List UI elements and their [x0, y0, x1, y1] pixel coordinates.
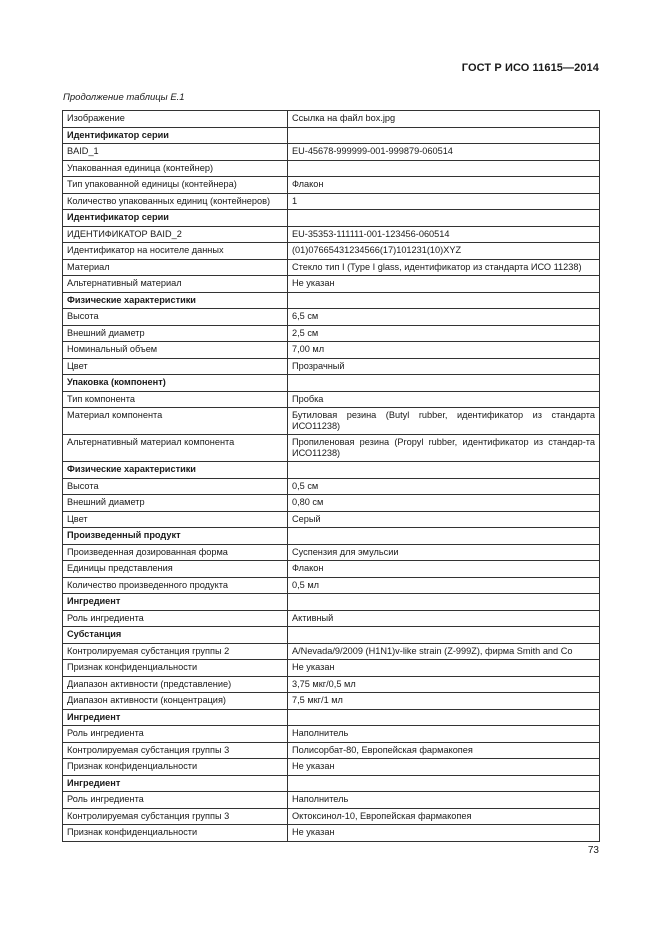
section-title: Физические характеристики	[63, 292, 288, 309]
row-value: Наполнитель	[288, 792, 600, 809]
row-label: Роль ингредиента	[63, 792, 288, 809]
row-label: Диапазон активности (концентрация)	[63, 693, 288, 710]
row-label: Контролируемая субстанция группы 3	[63, 808, 288, 825]
row-label: Внешний диаметр	[63, 495, 288, 512]
row-value: Октоксинол-10, Европейская фармакопея	[288, 808, 600, 825]
row-value: 0,5 см	[288, 478, 600, 495]
row-label: Диапазон активности (представление)	[63, 676, 288, 693]
section-row	[63, 127, 600, 144]
row-value	[288, 375, 600, 392]
section-title: Идентификатор серии	[63, 127, 288, 144]
table-row	[63, 193, 600, 210]
row-value: EU-35353-111111-001-123456-060514	[288, 226, 600, 243]
table-row	[63, 643, 600, 660]
row-value: Не указан	[288, 759, 600, 776]
row-value: Активный	[288, 610, 600, 627]
row-label: Произведенная дозированная форма	[63, 544, 288, 561]
row-label: Признак конфиденциальности	[63, 759, 288, 776]
table-row	[63, 391, 600, 408]
table-row	[63, 577, 600, 594]
table-row	[63, 693, 600, 710]
section-title: Физические характеристики	[63, 462, 288, 479]
table-row	[63, 742, 600, 759]
table-row	[63, 660, 600, 677]
row-label: Идентификатор на носителе данных	[63, 243, 288, 260]
row-label: Внешний диаметр	[63, 325, 288, 342]
row-value: 0,80 см	[288, 495, 600, 512]
table-row	[63, 808, 600, 825]
data-table	[62, 110, 600, 842]
section-row	[63, 594, 600, 611]
row-label: Тип упакованной единицы (контейнера)	[63, 177, 288, 194]
table-row	[63, 309, 600, 326]
section-title: Произведенный продукт	[63, 528, 288, 545]
section-row	[63, 775, 600, 792]
row-value: Флакон	[288, 177, 600, 194]
section-row	[63, 627, 600, 644]
row-value: 7,00 мл	[288, 342, 600, 359]
table-row	[63, 226, 600, 243]
row-label: Номинальный объем	[63, 342, 288, 359]
row-value: Стекло тип I (Type I glass, идентификатор из стандарта ИСО 11238)	[288, 259, 600, 276]
table-row	[63, 726, 600, 743]
table-row	[63, 358, 600, 375]
row-value: 0,5 мл	[288, 577, 600, 594]
row-label: ИДЕНТИФИКАТОР BAID_2	[63, 226, 288, 243]
row-value	[288, 210, 600, 227]
row-label: Высота	[63, 478, 288, 495]
row-value: 3,75 мкг/0,5 мл	[288, 676, 600, 693]
row-label: Цвет	[63, 358, 288, 375]
row-value	[288, 594, 600, 611]
row-value	[288, 528, 600, 545]
table-row	[63, 825, 600, 842]
row-value: Не указан	[288, 660, 600, 677]
row-value: Флакон	[288, 561, 600, 578]
row-value: 7,5 мкг/1 мл	[288, 693, 600, 710]
row-label: Упакованная единица (контейнер)	[63, 160, 288, 177]
table-row	[63, 495, 600, 512]
row-label: Альтернативный материал	[63, 276, 288, 293]
row-label: Тип компонента	[63, 391, 288, 408]
table-row	[63, 276, 600, 293]
row-label: Роль ингредиента	[63, 726, 288, 743]
row-value	[288, 775, 600, 792]
row-label: Количество произведенного продукта	[63, 577, 288, 594]
table-row	[63, 408, 600, 435]
section-row	[63, 375, 600, 392]
row-value: Не указан	[288, 276, 600, 293]
row-value: 1	[288, 193, 600, 210]
row-label: Контролируемая субстанция группы 2	[63, 643, 288, 660]
table-row	[63, 610, 600, 627]
table-row	[63, 544, 600, 561]
section-row	[63, 528, 600, 545]
row-value: Пропиленовая резина (Propyl rubber, идентификатор из стандар-та ИСО11238)	[288, 435, 600, 462]
row-label: Признак конфиденциальности	[63, 825, 288, 842]
section-title: Субстанция	[63, 627, 288, 644]
row-label: Изображение	[63, 111, 288, 128]
table-caption: Продолжение таблицы Е.1	[63, 92, 185, 103]
row-value: Ссылка на файл box.jpg	[288, 111, 600, 128]
row-value: Суспензия для эмульсии	[288, 544, 600, 561]
row-value: 6,5 см	[288, 309, 600, 326]
table-row	[63, 111, 600, 128]
section-title: Упаковка (компонент)	[63, 375, 288, 392]
table-body	[63, 111, 600, 842]
section-row	[63, 210, 600, 227]
row-label: Альтернативный материал компонента	[63, 435, 288, 462]
table-row	[63, 243, 600, 260]
section-title: Ингредиент	[63, 594, 288, 611]
row-value: Пробка	[288, 391, 600, 408]
row-label: Цвет	[63, 511, 288, 528]
row-value: Серый	[288, 511, 600, 528]
table-row	[63, 561, 600, 578]
table-row	[63, 342, 600, 359]
row-value: Наполнитель	[288, 726, 600, 743]
table-row	[63, 759, 600, 776]
row-label: Материал компонента	[63, 408, 288, 435]
table-row	[63, 325, 600, 342]
row-label: Количество упакованных единиц (контейнеров)	[63, 193, 288, 210]
table-row	[63, 177, 600, 194]
row-value	[288, 127, 600, 144]
section-title: Ингредиент	[63, 709, 288, 726]
row-label: Признак конфиденциальности	[63, 660, 288, 677]
section-row	[63, 462, 600, 479]
section-title: Идентификатор серии	[63, 210, 288, 227]
row-value: Бутиловая резина (Butyl rubber, идентификатор из стандарта ИСО11238)	[288, 408, 600, 435]
row-value	[288, 160, 600, 177]
row-label: Контролируемая субстанция группы 3	[63, 742, 288, 759]
section-row	[63, 292, 600, 309]
row-value: Прозрачный	[288, 358, 600, 375]
table-row	[63, 676, 600, 693]
table-row	[63, 144, 600, 161]
row-label: Единицы представления	[63, 561, 288, 578]
section-row	[63, 709, 600, 726]
row-value: Полисорбат-80, Европейская фармакопея	[288, 742, 600, 759]
row-label: BAID_1	[63, 144, 288, 161]
row-value	[288, 462, 600, 479]
table-row	[63, 511, 600, 528]
row-value	[288, 292, 600, 309]
table-row	[63, 792, 600, 809]
table-row	[63, 478, 600, 495]
page-number: 73	[587, 845, 599, 856]
table-row	[63, 435, 600, 462]
row-value: (01)07665431234566(17)101231(10)XYZ	[288, 243, 600, 260]
row-label: Материал	[63, 259, 288, 276]
section-title: Ингредиент	[63, 775, 288, 792]
row-value	[288, 627, 600, 644]
row-value: 2,5 см	[288, 325, 600, 342]
row-label: Высота	[63, 309, 288, 326]
row-label: Роль ингредиента	[63, 610, 288, 627]
table-row	[63, 160, 600, 177]
row-value	[288, 709, 600, 726]
document-header: ГОСТ Р ИСО 11615—2014	[461, 62, 599, 74]
row-value: EU-45678-999999-001-999879-060514	[288, 144, 600, 161]
table-row	[63, 259, 600, 276]
row-value: A/Nevada/9/2009 (H1N1)v-like strain (Z-999Z), фирма Smith and Co	[288, 643, 600, 660]
row-value: Не указан	[288, 825, 600, 842]
